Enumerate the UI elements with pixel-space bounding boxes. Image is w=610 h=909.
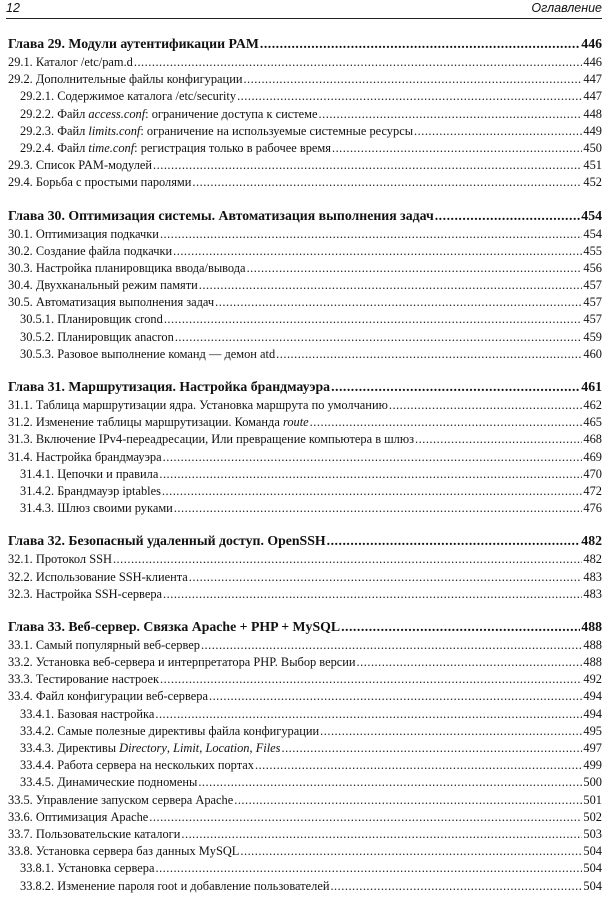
- chapter-page-number: 461: [581, 379, 602, 394]
- entry-page-number: 451: [583, 158, 602, 173]
- toc-chapter-heading[interactable]: [8, 377, 602, 397]
- entry-page-number: 494: [583, 706, 602, 721]
- entry-title: [20, 723, 319, 740]
- running-title: Оглавление: [531, 1, 602, 15]
- toc-section-entry[interactable]: [8, 637, 602, 654]
- dot-leader: [198, 774, 582, 791]
- entry-title-part: Дополнительные файлы конфигурации: [35, 72, 243, 87]
- toc-chapter-heading[interactable]: [8, 34, 602, 54]
- entry-page-number: 476: [583, 501, 602, 516]
- entry-title: [20, 329, 174, 346]
- toc-subsection-entry[interactable]: [8, 329, 602, 346]
- entry-title-part: Оптимизация Apache: [35, 809, 149, 824]
- entry-title-italic-part: route: [282, 415, 309, 430]
- entry-page-number: 465: [583, 415, 602, 430]
- toc-subsection-entry[interactable]: [8, 123, 602, 140]
- entry-page-number: 450: [583, 140, 602, 155]
- toc-section-entry[interactable]: [8, 157, 602, 174]
- entry-title-part: Создание файла подкачки: [35, 243, 173, 258]
- entry-page-number: 449: [583, 123, 602, 138]
- dot-leader: [113, 551, 582, 568]
- entry-title-part: Настройка планировщика ввода/вывода: [35, 260, 246, 275]
- entry-page-number: 448: [583, 106, 602, 121]
- toc-section-entry[interactable]: [8, 294, 602, 311]
- entry-title: [20, 483, 161, 500]
- entry-title-part: Настройка SSH-сервера: [35, 586, 163, 601]
- entry-title-part: Изменение пароля root и добавление пользователей: [57, 878, 330, 893]
- entry-page-number: 501: [583, 792, 602, 807]
- entry-page-number: 456: [583, 260, 602, 275]
- entry-number: 33.8.1.: [20, 861, 55, 876]
- entry-title-italic-part: Limit: [173, 741, 200, 755]
- entry-title-part: ,: [199, 741, 206, 755]
- toc-subsection-entry[interactable]: [8, 723, 602, 740]
- toc-subsection-entry[interactable]: [8, 706, 602, 723]
- toc-section-entry[interactable]: [8, 226, 602, 243]
- toc-subsection-entry[interactable]: [8, 106, 602, 123]
- toc-chapter-block: [8, 34, 602, 192]
- entry-number: 30.5.: [8, 295, 33, 310]
- dot-leader: [153, 157, 582, 174]
- entry-title-part: Таблица маршрутизации ядра. Установка маршрута по умолчанию: [35, 398, 388, 412]
- dot-leader: [435, 206, 581, 226]
- entry-page-number: 447: [583, 72, 602, 87]
- toc-subsection-entry[interactable]: [8, 466, 602, 483]
- dot-leader: [174, 500, 583, 517]
- entry-page-number: 469: [583, 449, 602, 464]
- entry-number: 31.4.3.: [20, 501, 55, 516]
- dot-leader: [149, 809, 582, 826]
- entry-title: [8, 671, 159, 688]
- entry-title-part: Файл: [57, 123, 89, 138]
- entry-page-number: 457: [583, 295, 602, 310]
- toc-chapter-heading[interactable]: [8, 531, 602, 551]
- toc-section-entry[interactable]: [8, 688, 602, 705]
- entry-title: [8, 431, 414, 448]
- table-of-contents: [8, 34, 602, 909]
- entry-title-part: Базовая настройка: [57, 706, 155, 721]
- entry-title-part: Двухканальный режим памяти: [35, 278, 198, 293]
- entry-title: [8, 397, 388, 414]
- entry-title-part: Файл: [57, 140, 89, 155]
- toc-section-entry[interactable]: [8, 431, 602, 448]
- chapter-page-number: 446: [581, 36, 602, 51]
- dot-leader: [162, 483, 583, 500]
- dot-leader: [164, 311, 583, 328]
- entry-title: [8, 260, 246, 277]
- entry-title: [8, 826, 180, 843]
- toc-section-entry[interactable]: [8, 551, 602, 568]
- entry-page-number: 500: [583, 775, 602, 790]
- dot-leader: [331, 377, 580, 397]
- entry-title-italic-part: Location: [205, 741, 250, 755]
- entry-title-part: Оптимизация подкачки: [35, 226, 159, 241]
- entry-title: [8, 586, 162, 603]
- entry-title-part: Разовое выполнение команд — демон atd: [57, 346, 276, 361]
- entry-number: 30.5.1.: [20, 312, 55, 327]
- entry-page-number: 495: [583, 723, 602, 738]
- entry-page-number: 502: [583, 809, 602, 824]
- entry-number: 30.2.: [8, 243, 33, 258]
- toc-section-entry[interactable]: [8, 671, 602, 688]
- entry-title-part: Каталог /etc/pam.d: [35, 55, 133, 69]
- dot-leader: [341, 617, 580, 637]
- entry-number: 33.8.2.: [20, 878, 55, 893]
- entry-title-italic-part: time.conf: [88, 140, 135, 155]
- entry-page-number: 504: [583, 861, 602, 876]
- entry-page-number: 483: [583, 569, 602, 584]
- entry-number: 29.2.4.: [20, 140, 55, 155]
- entry-title-part: Установка сервера баз данных MySQL: [35, 844, 240, 859]
- chapter-title: Глава 29. Модули аутентификации PAM: [8, 36, 259, 51]
- dot-leader: [189, 569, 583, 586]
- dot-leader: [134, 54, 583, 71]
- entry-number: 29.1.: [8, 55, 33, 69]
- toc-section-entry[interactable]: [8, 71, 602, 88]
- entry-title: [20, 860, 154, 877]
- entry-page-number: 482: [583, 552, 602, 567]
- dot-leader: [160, 226, 582, 243]
- entry-title-italic-part: Files: [255, 741, 281, 755]
- toc-section-entry[interactable]: [8, 277, 602, 294]
- entry-number: 31.1.: [8, 398, 33, 412]
- entry-page-number: 499: [583, 758, 602, 773]
- entry-title: [20, 500, 173, 517]
- entry-title: [20, 106, 318, 123]
- dot-leader: [163, 449, 583, 466]
- entry-title: [20, 88, 236, 105]
- entry-page-number: 468: [583, 432, 602, 447]
- entry-title: [8, 809, 148, 826]
- entry-number: 30.5.3.: [20, 346, 55, 361]
- entry-title-part: Использование SSH-клиента: [35, 569, 188, 584]
- entry-title-part: Директивы: [57, 741, 120, 755]
- dot-leader: [260, 34, 580, 54]
- dot-leader: [247, 260, 583, 277]
- entry-number: 33.4.2.: [20, 723, 55, 738]
- entry-title: [8, 277, 198, 294]
- toc-subsection-entry[interactable]: [8, 483, 602, 500]
- toc-chapter-heading[interactable]: [8, 617, 602, 637]
- entry-page-number: 454: [583, 226, 602, 241]
- entry-number: 33.4.5.: [20, 775, 55, 790]
- entry-title: [8, 414, 309, 431]
- toc-subsection-entry[interactable]: [8, 346, 602, 363]
- entry-title-part: Цепочки и правила: [57, 466, 159, 481]
- entry-title-part: : регистрация только в рабочее время: [134, 140, 331, 155]
- dot-leader: [173, 243, 582, 260]
- entry-title-part: Борьба с простыми паролями: [35, 175, 192, 190]
- chapter-title: Глава 33. Веб-сервер. Связка Apache + PHP + MySQL: [8, 618, 341, 634]
- entry-title: [20, 140, 331, 157]
- entry-title: [20, 740, 280, 757]
- toc-subsection-entry[interactable]: [8, 774, 602, 791]
- entry-title-part: Работа сервера на нескольких портах: [57, 758, 254, 773]
- entry-title: [8, 174, 191, 191]
- entry-title: [8, 243, 172, 260]
- entry-title-part: : ограничение доступа к системе: [145, 106, 318, 121]
- dot-leader: [255, 757, 582, 774]
- entry-page-number: 472: [583, 483, 602, 498]
- entry-page-number: 452: [583, 175, 602, 190]
- chapter-page-number: 482: [581, 533, 602, 549]
- dot-leader: [332, 140, 582, 157]
- dot-leader: [415, 431, 582, 448]
- entry-title: [8, 294, 214, 311]
- entry-title-part: Настройка брандмауэра: [35, 449, 162, 464]
- entry-number: 31.4.: [8, 449, 33, 464]
- entry-title: [8, 637, 200, 654]
- entry-page-number: 457: [583, 278, 602, 293]
- header-rule: [6, 18, 602, 19]
- entry-title-part: Протокол SSH: [35, 552, 112, 567]
- dot-leader: [319, 106, 583, 123]
- entry-number: 29.3.: [8, 158, 33, 173]
- chapter-title: Глава 32. Безопасный удаленный доступ. OpenSSH: [8, 533, 326, 549]
- chapter-page-number: 488: [581, 618, 602, 634]
- entry-title-part: ,: [249, 741, 256, 755]
- chapter-page-number: 454: [581, 207, 602, 223]
- entry-title: [8, 843, 239, 860]
- entry-title-part: Управление запуском сервера Apache: [35, 792, 234, 807]
- entry-page-number: 488: [583, 637, 602, 652]
- entry-title-part: Пользовательские каталоги: [35, 826, 181, 841]
- entry-number: 33.4.3.: [20, 741, 55, 755]
- entry-page-number: 457: [583, 312, 602, 327]
- entry-title: [20, 706, 154, 723]
- entry-number: 33.7.: [8, 826, 33, 841]
- entry-title: [8, 792, 233, 809]
- toc-subsection-entry[interactable]: [8, 311, 602, 328]
- entry-number: 31.4.1.: [20, 466, 55, 481]
- entry-number: 33.8.: [8, 844, 33, 859]
- entry-number: 33.6.: [8, 809, 33, 824]
- dot-leader: [201, 637, 582, 654]
- entry-title-part: Список PAM-модулей: [35, 158, 153, 173]
- entry-title-part: Планировщик anacron: [57, 329, 174, 344]
- entry-page-number: 455: [583, 243, 602, 258]
- entry-page-number: 446: [583, 55, 602, 69]
- toc-chapter-block: [8, 206, 602, 364]
- entry-number: 33.3.: [8, 672, 33, 687]
- entry-title-part: Брандмауэр iptables: [57, 483, 161, 498]
- entry-page-number: 460: [583, 346, 602, 361]
- entry-number: 33.5.: [8, 792, 33, 807]
- dot-leader: [237, 88, 582, 105]
- entry-number: 32.1.: [8, 552, 33, 567]
- entry-title: [20, 311, 163, 328]
- entry-title: [8, 54, 133, 71]
- toc-subsection-entry[interactable]: [8, 500, 602, 517]
- dot-leader: [234, 792, 582, 809]
- toc-subsection-entry[interactable]: [8, 140, 602, 157]
- dot-leader: [192, 174, 582, 191]
- entry-number: 30.1.: [8, 226, 33, 241]
- dot-leader: [414, 123, 582, 140]
- dot-leader: [155, 706, 582, 723]
- entry-page-number: 504: [583, 844, 602, 859]
- toc-chapter-heading[interactable]: [8, 206, 602, 226]
- toc-subsection-entry[interactable]: [8, 878, 602, 895]
- entry-title-part: Файл: [57, 106, 89, 121]
- toc-section-entry[interactable]: [8, 174, 602, 191]
- entry-title-part: ,: [166, 741, 174, 755]
- entry-title: [8, 551, 112, 568]
- toc-chapter-block: [8, 377, 602, 517]
- dot-leader: [276, 346, 582, 363]
- entry-number: 32.3.: [8, 586, 33, 601]
- entry-number: 31.4.2.: [20, 483, 55, 498]
- dot-leader: [175, 329, 583, 346]
- entry-title: [20, 123, 413, 140]
- toc-section-entry[interactable]: [8, 654, 602, 671]
- entry-title-italic-part: Directory: [119, 741, 167, 755]
- entry-page-number: 462: [583, 398, 602, 412]
- toc-chapter-block: [8, 617, 602, 895]
- toc-section-entry[interactable]: [8, 843, 602, 860]
- dot-leader: [163, 586, 582, 603]
- entry-number: 30.5.2.: [20, 329, 55, 344]
- toc-section-entry[interactable]: [8, 260, 602, 277]
- entry-title: [8, 226, 159, 243]
- toc-subsection-entry[interactable]: [8, 88, 602, 105]
- entry-page-number: 503: [583, 826, 602, 841]
- entry-number: 29.2.1.: [20, 89, 55, 104]
- dot-leader: [327, 531, 581, 551]
- dot-leader: [240, 843, 582, 860]
- toc-section-entry[interactable]: [8, 414, 602, 431]
- entry-title-italic-part: limits.conf: [88, 123, 141, 138]
- chapter-title: Глава 31. Маршрутизация. Настройка брандмауэра: [8, 379, 331, 394]
- toc-section-entry[interactable]: [8, 569, 602, 586]
- entry-page-number: 470: [583, 466, 602, 481]
- entry-title-part: Динамические подномены: [57, 775, 198, 790]
- dot-leader: [215, 294, 582, 311]
- entry-title: [20, 878, 329, 895]
- dot-leader: [330, 878, 582, 895]
- entry-number: 33.2.: [8, 655, 33, 670]
- toc-section-entry[interactable]: [8, 586, 602, 603]
- entry-title-part: Изменение таблицы маршрутизации. Команда: [35, 415, 283, 430]
- entry-title: [8, 688, 208, 705]
- entry-number: 33.4.4.: [20, 758, 55, 773]
- entry-number: 33.4.1.: [20, 706, 55, 721]
- toc-subsection-entry[interactable]: [8, 860, 602, 877]
- entry-title-part: Файл конфигурации веб-сервера: [35, 689, 208, 704]
- entry-title: [8, 71, 242, 88]
- entry-title: [20, 346, 275, 363]
- entry-number: 29.2.: [8, 72, 33, 87]
- entry-title-part: Самый популярный веб-сервер: [35, 637, 200, 652]
- dot-leader: [389, 397, 583, 414]
- dot-leader: [310, 414, 583, 431]
- entry-title-part: Тестирование настроек: [35, 672, 160, 687]
- entry-title: [8, 654, 356, 671]
- entry-title: [20, 757, 254, 774]
- entry-number: 30.3.: [8, 260, 33, 275]
- page-number: 12: [6, 1, 20, 15]
- toc-section-entry[interactable]: [8, 809, 602, 826]
- dot-leader: [155, 860, 582, 877]
- toc-chapter-block: [8, 531, 602, 603]
- dot-leader: [199, 277, 583, 294]
- entry-number: 33.4.: [8, 689, 33, 704]
- entry-page-number: 492: [583, 672, 602, 687]
- running-header: [6, 1, 602, 17]
- toc-section-entry[interactable]: [8, 826, 602, 843]
- toc-section-entry[interactable]: [8, 54, 602, 71]
- entry-number: 32.2.: [8, 569, 33, 584]
- entry-number: 29.2.3.: [20, 123, 55, 138]
- toc-subsection-entry[interactable]: [8, 757, 602, 774]
- dot-leader: [160, 671, 582, 688]
- dot-leader: [243, 71, 582, 88]
- entry-title-part: : ограничение на используемые системные ресурсы: [140, 123, 414, 138]
- entry-page-number: 447: [583, 89, 602, 104]
- dot-leader: [281, 740, 582, 757]
- entry-page-number: 504: [583, 878, 602, 893]
- entry-page-number: 459: [583, 329, 602, 344]
- entry-title: [20, 466, 158, 483]
- toc-section-entry[interactable]: [8, 792, 602, 809]
- entry-number: 33.1.: [8, 637, 33, 652]
- entry-page-number: 497: [583, 741, 602, 755]
- entry-title-part: Самые полезные директивы файла конфигурации: [57, 723, 320, 738]
- entry-page-number: 483: [583, 586, 602, 601]
- dot-leader: [181, 826, 582, 843]
- toc-section-entry[interactable]: [8, 449, 602, 466]
- entry-title-part: Шлюз своими руками: [57, 501, 173, 516]
- entry-title-part: Включение IPv4-переадресации, Или превращение компьютера в шлюз: [35, 432, 415, 447]
- toc-section-entry[interactable]: [8, 397, 602, 414]
- entry-title: [20, 774, 197, 791]
- entry-title-part: Автоматизация выполнения задач: [35, 295, 215, 310]
- entry-title-italic-part: access.conf: [88, 106, 146, 121]
- dot-leader: [159, 466, 582, 483]
- entry-number: 31.2.: [8, 415, 33, 430]
- entry-number: 30.4.: [8, 278, 33, 293]
- entry-title: [8, 157, 152, 174]
- dot-leader: [209, 688, 582, 705]
- entry-title: [8, 449, 162, 466]
- toc-section-entry[interactable]: [8, 243, 602, 260]
- dot-leader: [320, 723, 582, 740]
- entry-title-part: Планировщик crond: [57, 312, 163, 327]
- entry-title-part: Установка веб-сервера и интерпретатора PHP. Выбор версии: [35, 655, 356, 670]
- entry-number: 29.2.2.: [20, 106, 55, 121]
- entry-title: [8, 569, 188, 586]
- entry-title-part: Содержимое каталога /etc/security: [57, 89, 237, 104]
- entry-page-number: 488: [583, 655, 602, 670]
- entry-number: 31.3.: [8, 432, 33, 447]
- entry-number: 29.4.: [8, 175, 33, 190]
- dot-leader: [357, 654, 583, 671]
- entry-page-number: 494: [583, 689, 602, 704]
- entry-title-part: Установка сервера: [57, 861, 155, 876]
- chapter-title: Глава 30. Оптимизация системы. Автоматизация выполнения задач: [8, 207, 434, 223]
- toc-subsection-entry[interactable]: [8, 740, 602, 757]
